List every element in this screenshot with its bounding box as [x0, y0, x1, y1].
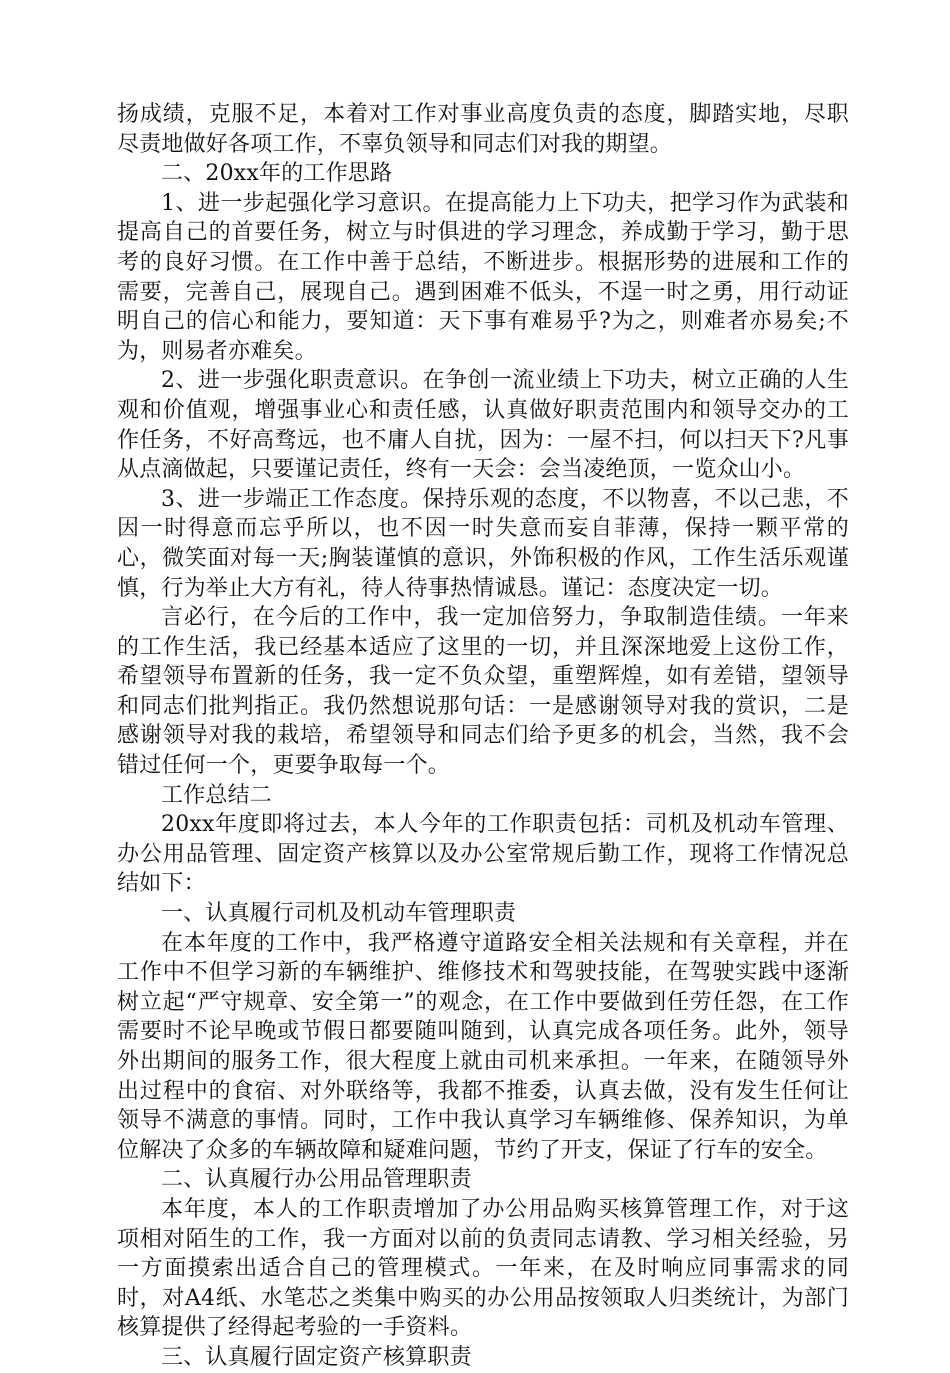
paragraph-learning-awareness: 1、进一步起强化学习意识。在提高能力上下功夫，把学习作为武装和提高自己的首要任务，树立与时俱进的学习理念，养成勤于学习，勤于思考的良好习惯。在工作中善于总结，不断进步。根据形势的进展和工作的需要，完善自己，展现自己。遇到困难不低头，不逞一时之勇，用行动证明自己的信心和能力，要知道：天下事有难易乎?为之，则难者亦易矣;不为，则易者亦难矣。: [117, 190, 849, 364]
paragraph-office-supplies: 本年度，本人的工作职责增加了办公用品购买核算管理工作，对于这项相对陌生的工作，我一方面对以前的负责同志请教、学习相关经验，另一方面摸索出适合自己的管理模式。一年来，在及时响应同事需求的同时，对A4纸、水笔芯之类集中购买的办公用品按领取人归类统计，为部门核算提供了经得起考验的一手资料。: [117, 1196, 849, 1341]
heading-driver-duties: 一、认真履行司机及机动车管理职责: [161, 901, 517, 927]
paragraph-duty-awareness: 2、进一步强化职责意识。在争创一流业绩上下功夫，树立正确的人生观和价值观，增强事业心和责任感，认真做好职责范围内和领导交办的工作任务，不好高骛远，也不庸人自扰，因为：一屋不扫，何以扫天下?凡事从点滴做起，只要谨记责任，终有一天会：会当凌绝顶，一览众山小。: [117, 368, 849, 483]
paragraph-1: 扬成绩，克服不足，本着对工作对事业高度负责的态度，脚踏实地，尽职尽责地做好各项工作，不辜负领导和同志们对我的期望。: [117, 102, 849, 157]
document-page: [117, 100, 849, 1373]
paragraph-closing-remarks: 言必行，在今后的工作中，我一定加倍努力，争取制造佳绩。一年来的工作生活，我已经基本适应了这里的一切，并且深深地爱上这份工作，希望领导布置新的任务，我一定不负众望，重塑辉煌，如有差错，望领导和同志们批判指正。我仍然想说那句话：一是感谢领导对我的赏识，二是感谢领导对我的栽培，希望领导和同志们给予更多的机会，当然，我不会错过任何一个，更要争取每一个。: [117, 605, 849, 779]
heading-office-supplies: 二、认真履行办公用品管理职责: [161, 1167, 472, 1193]
heading-work-summary-two: 工作总结二: [161, 782, 273, 808]
heading-fixed-assets: 三、认真履行固定资产核算职责: [161, 1344, 472, 1370]
heading-work-ideas: 二、20xx年的工作思路: [161, 161, 393, 187]
paragraph-summary-intro: 20xx年度即将过去，本人今年的工作职责包括：司机及机动车管理、办公用品管理、固定资产核算以及办公室常规后勤工作，现将工作情况总结如下：: [117, 812, 849, 897]
paragraph-driver-duties: 在本年度的工作中，我严格遵守道路安全相关法规和有关章程，并在工作中不但学习新的车辆维护、维修技术和驾驶技能，在驾驶实践中逐渐树立起“严守规章、安全第一”的观念，在工作中要做到任劳任怨，在工作需要时不论早晚或节假日都要随叫随到，认真完成各项任务。此外，领导外出期间的服务工作，很大程度上就由司机来承担。一年来，在随领导外出过程中的食宿、对外联络等，我都不推委，认真去做，没有发生任何让领导不满意的事情。同时，工作中我认真学习车辆维修、保养知识，为单位解决了众多的车辆故障和疑难问题，节约了开支，保证了行车的安全。: [117, 930, 849, 1163]
paragraph-work-attitude: 3、进一步端正工作态度。保持乐观的态度，不以物喜，不以己悲，不因一时得意而忘乎所以，也不因一时失意而妄自菲薄，保持一颗平常的心，微笑面对每一天;胸装谨慎的意识，外饰积极的作风，工作生活乐观谨慎，行为举止大方有礼，待人待事热情诚恳。谨记：态度决定一切。: [117, 486, 849, 601]
